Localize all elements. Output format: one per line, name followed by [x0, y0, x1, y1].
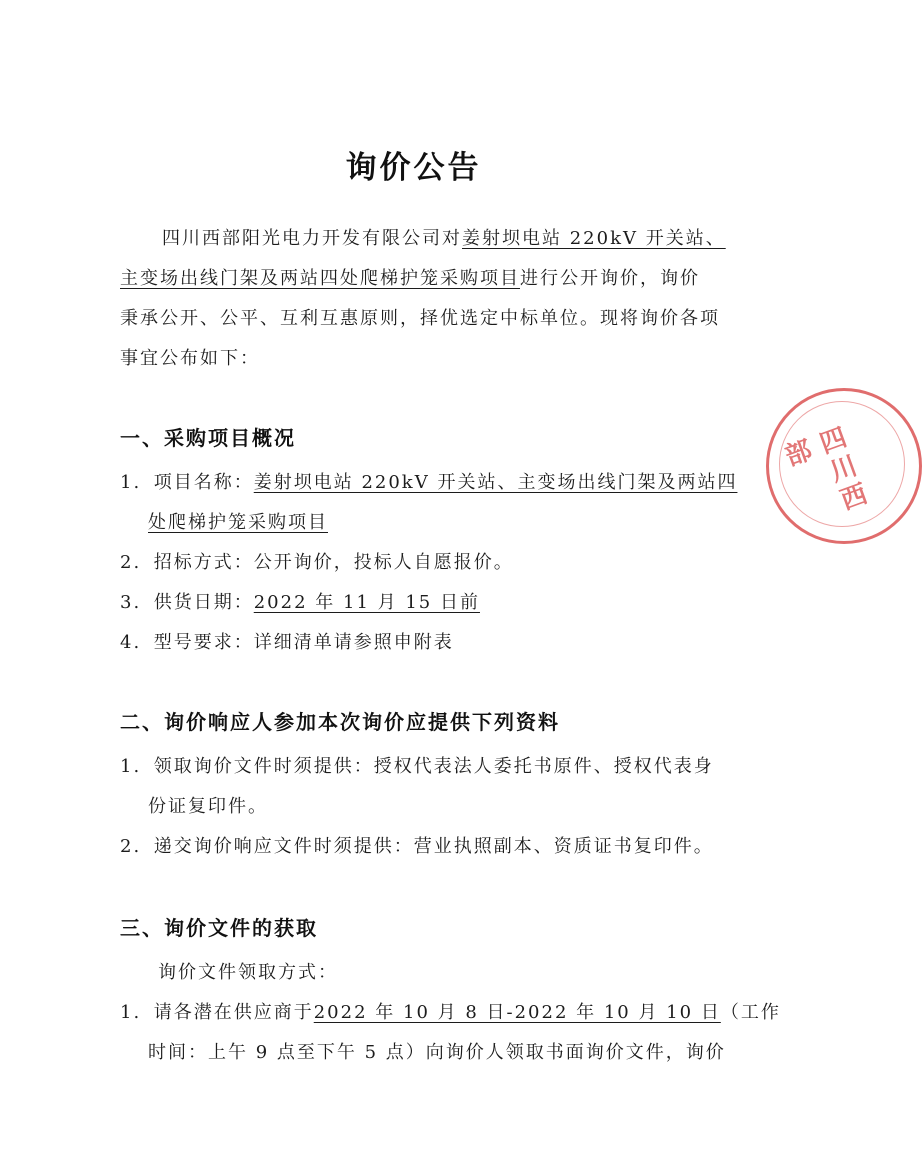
- list-item-continuation: 时间：上午 9 点至下午 5 点）向询价人领取书面询价文件，询价: [148, 1042, 726, 1063]
- item-label: 供货日期：: [153, 592, 254, 613]
- item-text: 领取询价文件时须提供：授权代表法人委托书原件、授权代表身: [153, 756, 714, 777]
- item-value: 2022 年 11 月 15 日前: [253, 592, 480, 613]
- intro-line-3: 秉承公开、公平、互利互惠原则，择优选定中标单位。现将询价各项: [120, 308, 720, 329]
- intro-line-1: [162, 226, 752, 252]
- intro-line-2-suffix: 进行公开询价，询价: [520, 268, 700, 289]
- list-item: [120, 550, 710, 576]
- item-number: 1.: [120, 472, 142, 493]
- project-name-underlined-cont: 主变场出线门架及两站四处爬梯护笼采购项目: [120, 268, 520, 289]
- intro-line-2: [120, 266, 710, 292]
- intro-line-4: 事宜公布如下：: [120, 348, 260, 369]
- item-number: 1.: [120, 1002, 142, 1023]
- item-label: 招标方式：: [153, 552, 254, 573]
- item-value: 处爬梯护笼采购项目: [148, 512, 328, 533]
- list-item: [120, 630, 710, 656]
- list-item: [120, 1000, 781, 1026]
- seal-text: 四川西部: [777, 423, 871, 518]
- item-number: 2.: [120, 836, 142, 857]
- section-3-heading: 三、询价文件的获取: [120, 916, 318, 940]
- item-value: 姜射坝电站 220kV 开关站、主变场出线门架及两站四: [253, 472, 738, 493]
- project-name-underlined: 姜射坝电站 220kV 开关站、: [462, 228, 726, 249]
- section-3-subtitle: 询价文件领取方式：: [158, 962, 338, 983]
- company-seal: [766, 388, 922, 544]
- section-1-heading: 一、采购项目概况: [120, 426, 296, 450]
- list-item: [120, 834, 714, 860]
- list-item: [120, 754, 714, 780]
- item-number: 3.: [120, 592, 142, 613]
- intro-company-text: 四川西部阳光电力开发有限公司对: [162, 228, 462, 249]
- list-item: [120, 590, 710, 616]
- item-value: 公开询价，投标人自愿报价。: [253, 552, 514, 573]
- item-label: 项目名称：: [153, 472, 254, 493]
- list-item: [120, 470, 738, 496]
- item-prefix: 请各潜在供应商于: [153, 1002, 314, 1023]
- list-item-continuation: 份证复印件。: [148, 796, 268, 817]
- item-number: 1.: [120, 756, 142, 777]
- item-label: 型号要求：: [153, 632, 254, 653]
- item-number: 2.: [120, 552, 142, 573]
- section-2-heading: 二、询价响应人参加本次询价应提供下列资料: [120, 710, 560, 734]
- item-suffix: （工作: [720, 1002, 781, 1023]
- item-number: 4.: [120, 632, 142, 653]
- list-item-continuation: [148, 510, 738, 536]
- item-value: 详细清单请参照申附表: [253, 632, 454, 653]
- item-text: 递交询价响应文件时须提供：营业执照副本、资质证书复印件。: [153, 836, 714, 857]
- date-range: 2022 年 10 月 8 日-2022 年 10 月 10 日: [313, 1002, 721, 1023]
- page-title: 询价公告: [345, 150, 482, 186]
